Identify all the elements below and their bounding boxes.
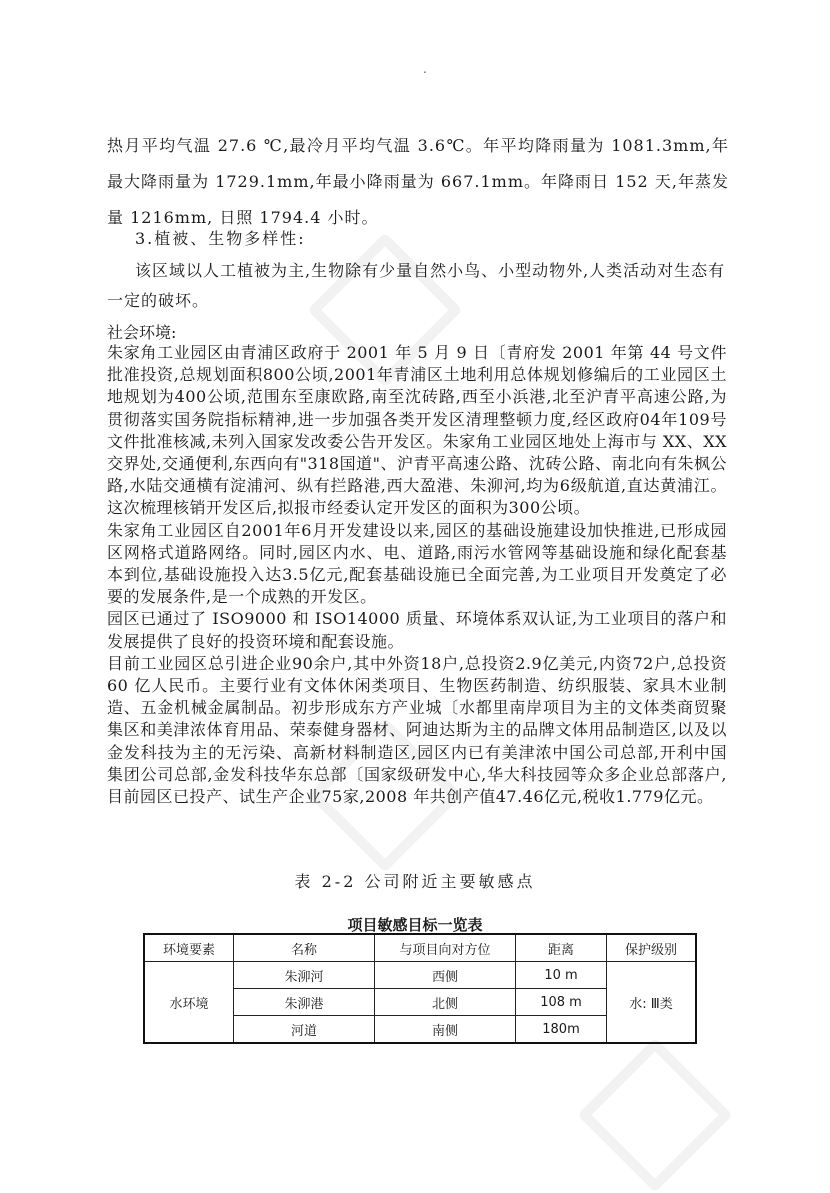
direction-cell: 北侧 — [375, 989, 516, 1016]
paragraph-enterprises: 目前工业园区总引进企业90余户,其中外资18户,总投资2.9亿美元,内资72户,总投资 60 亿人民币。主要行业有文体休闲类项目、生物医药制造、纺织服装、家具木业制造、五金机械金属制品。初步形成东方产业城〔水都里南岸项目为主的文体类商贸聚集区和美津浓体育用品、荣泰健身器材、阿迪达斯为主的品牌文体用品制造区,以及以金发科技为主的无污染、高新材料制造区,园区内已有美津浓中国公司总部,开利中国集团公司总部,金发科技华东总部〔国家级研发中心,华大科技园等众多企业总部落户,目前园区已投产、试生产企业75家,2008 年共创产值47.46亿元,税收1.779亿元。 — [107, 653, 727, 807]
page-marker: . — [423, 62, 427, 76]
header-cell: 保护级别 — [607, 934, 697, 962]
sensitive-targets-table — [143, 933, 697, 1044]
section-heading-social: 社会环境: — [107, 323, 177, 342]
paragraph-certification: 园区已通过了 ISO9000 和 ISO14000 质量、环境体系双认证,为工业项目的落户和发展提供了良好的投资环境和配套设施。 — [107, 609, 727, 651]
distance-cell: 180m — [516, 1016, 607, 1044]
header-cell: 与项目向对方位 — [375, 934, 516, 962]
watermark-shape — [577, 1037, 733, 1193]
table-header-row — [144, 934, 696, 962]
name-cell: 河道 — [234, 1016, 375, 1044]
table-row — [144, 962, 696, 989]
climate-paragraph: 热月平均气温 27.6 ℃,最冷月平均气温 3.6℃。年平均降雨量为 1081.3mm,年最大降雨量为 1729.1mm,年最小降雨量为 667.1mm。年降雨日 152 天,年蒸发量 1216mm, 日照 1794.4 小时。 — [107, 136, 729, 227]
protection-level-cell: 水: Ⅲ类 — [607, 962, 697, 1044]
table-title: 项目敏感目标一览表 — [347, 916, 483, 934]
paragraph-park-overview: 朱家角工业园区由青浦区政府于 2001 年 5 月 9 日〔青府发 2001 年第 44 号文件批准投资,总规划面积800公顷,2001年青浦区土地利用总体规划修编后的工业园区土地规划为400公顷,范围东至康欧路,南至沈砖路,西至小浜港,北至沪青平高速公路,为贯彻落实国务院指标精神,进一步加强各类开发区清理整顿力度,经区政府04年109号文件批准核减,未列入国家发改委公告开发区。朱家角工业园区地处上海市与 XX、XX 交界处,交通便利,东西向有"318国道"、沪青平高速公路、沈砖公路、南北向有朱枫公路,水陆交通横有淀浦河、纵有拦路港,西大盈港、朱泖河,均为6级航道,直达黄浦江。这次梳理核销开发区后,拟报市经委认定开发区的面积为300公顷。 — [107, 343, 727, 518]
paragraph-infrastructure: 朱家角工业园区自2001年6月开发建设以来,园区的基础设施建设加快推进,已形成园区网格式道路网络。同时,园区内水、电、道路,雨污水管网等基础设施和绿化配套基本到位,基础设施投入达3.5亿元,配套基础设施已全面完善,为工业项目开发奠定了必要的发展条件,是一个成熟的开发区。 — [107, 520, 727, 607]
header-cell: 距离 — [516, 934, 607, 962]
name-cell: 朱泖河 — [234, 962, 375, 989]
section-heading-vegetation: 3.植被、生物多样性: — [135, 229, 306, 248]
name-cell: 朱泖港 — [234, 989, 375, 1016]
distance-cell: 108 m — [516, 989, 607, 1016]
direction-cell: 南侧 — [375, 1016, 516, 1044]
social-environment-text — [107, 342, 727, 808]
header-cell: 环境要素 — [144, 934, 234, 962]
table-caption: 表 2-2 公司附近主要敏感点 — [294, 872, 536, 891]
vegetation-paragraph: 该区域以人工植被为主,生物除有少量自然小鸟、小型动物外,人类活动对生态有一定的破坏。 — [107, 261, 726, 310]
env-element-cell: 水环境 — [144, 962, 234, 1044]
header-cell: 名称 — [234, 934, 375, 962]
distance-cell: 10 m — [516, 962, 607, 989]
direction-cell: 西侧 — [375, 962, 516, 989]
